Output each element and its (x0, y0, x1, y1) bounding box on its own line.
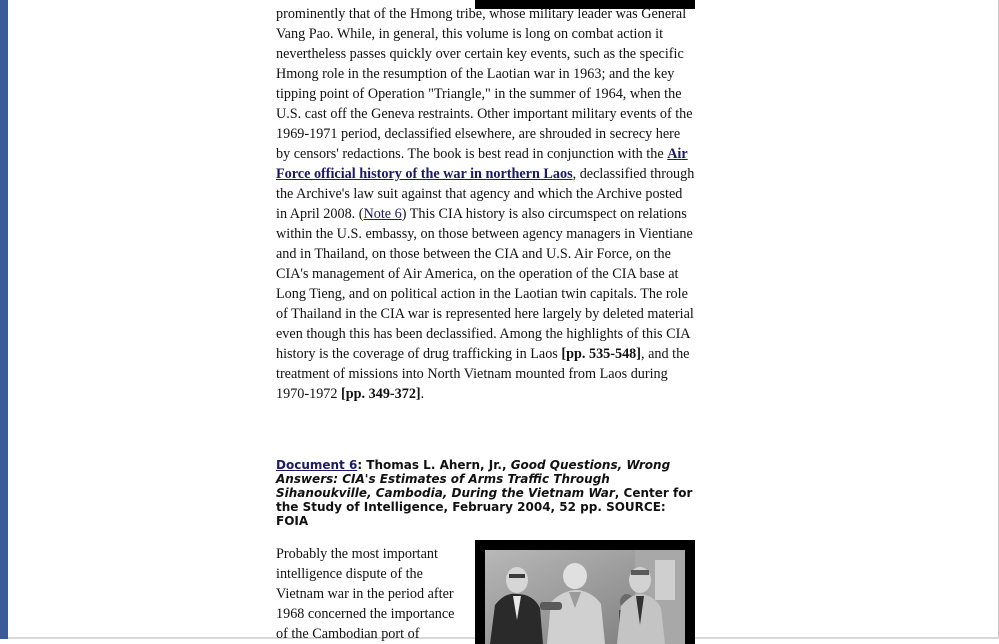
historical-photo[interactable] (485, 550, 685, 644)
document-author: : Thomas L. Ahern, Jr., (357, 458, 511, 472)
document-6-heading (276, 458, 696, 528)
article-paragraph-1 (276, 4, 696, 404)
paragraph-text: , declassified through the Archive's law suit against that agency and which the Archive posted in April 2008. ( (276, 166, 695, 222)
document-title: Good Questions, Wrong Answers: CIA's Estimates of Arms Traffic Through Sihanoukville, Cambodia, During the Vietnam War (276, 458, 671, 500)
paragraph-text: . (420, 386, 425, 402)
air-force-history-link[interactable]: Air Force official history of the war in northern Laos (276, 146, 688, 182)
note-6-link[interactable]: Note 6 (363, 206, 402, 222)
page-reference: [pp. 535-548] (561, 346, 642, 362)
paragraph-text: , and the treatment of missions into North Vietnam mounted from Laos during 1970-1972 (276, 346, 690, 402)
document-details: , Center for the Study of Intelligence, February 2004, 52 pp. SOURCE: FOIA (276, 486, 693, 528)
document-6-link[interactable]: Document 6 (276, 458, 358, 472)
window-left-border (0, 0, 8, 639)
photo-image (485, 550, 685, 644)
article-paragraph-2: Probably the most important intelligence dispute of the Vietnam war in the period after 1968 concerned the importance of the Cambodian port of (276, 546, 455, 642)
page-reference: [pp. 349-372] (341, 386, 421, 402)
paragraph-text: prominently that of the Hmong tribe, whose military leader was General Vang Pao. While, in general, this volume is long on combat action it nevertheless passes quickly over certain key events, such as the specific Hmong role in the resumption of the Laotian war in 1963; and the key tipping point of Operation "Triangle," in the summer of 1964, when the U.S. cast off the Geneva restraints. Other important military events of the 1969-1971 period, declassified elsewhere, are shrouded in secrecy here by censors' redactions. The book is best read in conjunction with the (276, 6, 693, 162)
paragraph-text: ) This CIA history is also circumspect on relations within the U.S. embassy, on those between agency managers in Vientiane and in Thailand, on those between the CIA and U.S. Air Force, on the CIA's management of Air America, on the operation of the CIA base at Long Tieng, and on political action in the Laotian twin capitals. The role of Thailand in the CIA war is represented here largely by deleted material even though this has been declassified. Among the highlights of this CIA history is the coverage of drug trafficking in Laos (276, 206, 694, 362)
photo-frame (475, 540, 695, 644)
